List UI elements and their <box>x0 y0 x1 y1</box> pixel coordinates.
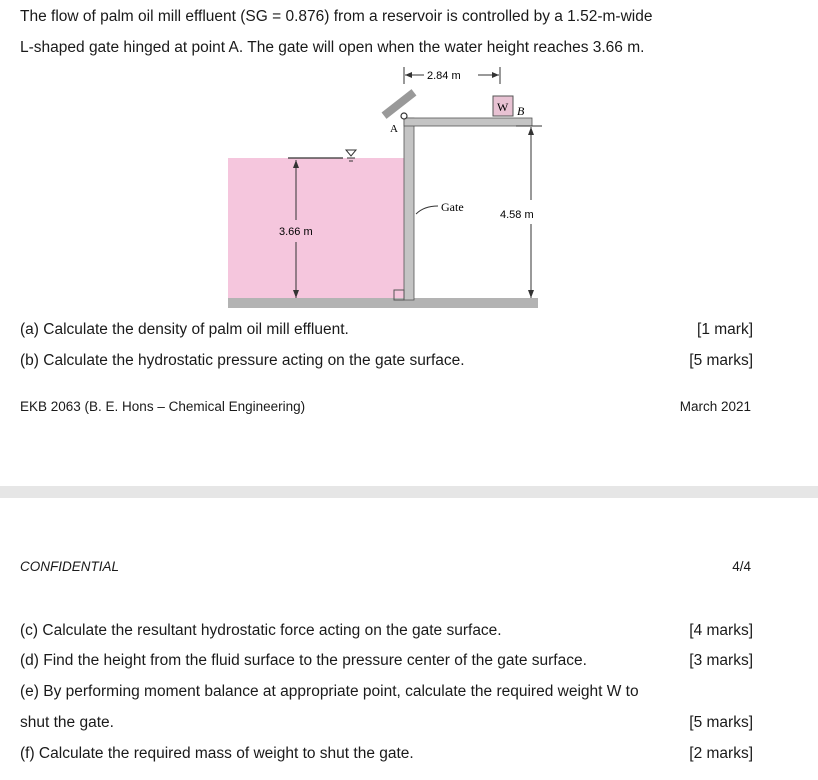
label-b: B <box>517 104 525 118</box>
question-d-marks: [3 marks] <box>689 652 753 669</box>
question-a-text: (a) Calculate the density of palm oil mill effluent. <box>20 321 349 338</box>
dim-top-label: 2.84 m <box>427 70 461 82</box>
question-c-marks: [4 marks] <box>689 622 753 639</box>
dim-left-label: 3.66 m <box>279 226 313 238</box>
gate-diagram <box>0 60 818 315</box>
page-footer <box>20 399 751 414</box>
question-d <box>20 650 753 672</box>
free-surface-icon <box>346 150 356 156</box>
label-w: W <box>497 100 509 114</box>
intro-line-2: L-shaped gate hinged at point A. The gate will open when the water height reaches 3.66 m. <box>20 39 645 56</box>
question-f <box>20 743 753 765</box>
ground <box>228 298 538 308</box>
intro-line-1: The flow of palm oil mill effluent (SG = 0.876) from a reservoir is controlled by a 1.52-m-wide <box>20 8 653 25</box>
problem-intro <box>20 1 760 63</box>
dim-right-label: 4.58 m <box>500 209 534 221</box>
page-separator <box>0 486 818 498</box>
label-a: A <box>390 123 398 135</box>
hinge-support <box>382 89 417 119</box>
question-e-line1 <box>20 681 753 703</box>
confidential-label: CONFIDENTIAL <box>20 559 120 574</box>
question-c-text: (c) Calculate the resultant hydrostatic force acting on the gate surface. <box>20 622 502 639</box>
page-header <box>20 559 751 574</box>
question-a-marks: [1 mark] <box>697 321 753 338</box>
question-d-text: (d) Find the height from the fluid surface to the pressure center of the gate surface. <box>20 652 587 669</box>
question-f-marks: [2 marks] <box>689 745 753 762</box>
exam-date: March 2021 <box>679 399 751 414</box>
gate-vertical <box>404 118 414 300</box>
question-a <box>20 319 753 341</box>
page-number: 4/4 <box>732 559 751 574</box>
question-b <box>20 350 753 372</box>
question-e-line2 <box>20 712 753 734</box>
gate-label: Gate <box>441 200 464 214</box>
gate-horizontal <box>404 118 532 126</box>
question-e-text-cont: shut the gate. <box>20 714 114 731</box>
fluid-region <box>228 158 404 300</box>
question-b-text: (b) Calculate the hydrostatic pressure acting on the gate surface. <box>20 352 465 369</box>
question-e-text: (e) By performing moment balance at appropriate point, calculate the required weight W to <box>20 683 639 700</box>
question-f-text: (f) Calculate the required mass of weight to shut the gate. <box>20 745 414 762</box>
course-code: EKB 2063 (B. E. Hons – Chemical Engineering) <box>20 399 306 414</box>
question-e-marks: [5 marks] <box>689 714 753 731</box>
question-c <box>20 620 753 642</box>
question-b-marks: [5 marks] <box>689 352 753 369</box>
